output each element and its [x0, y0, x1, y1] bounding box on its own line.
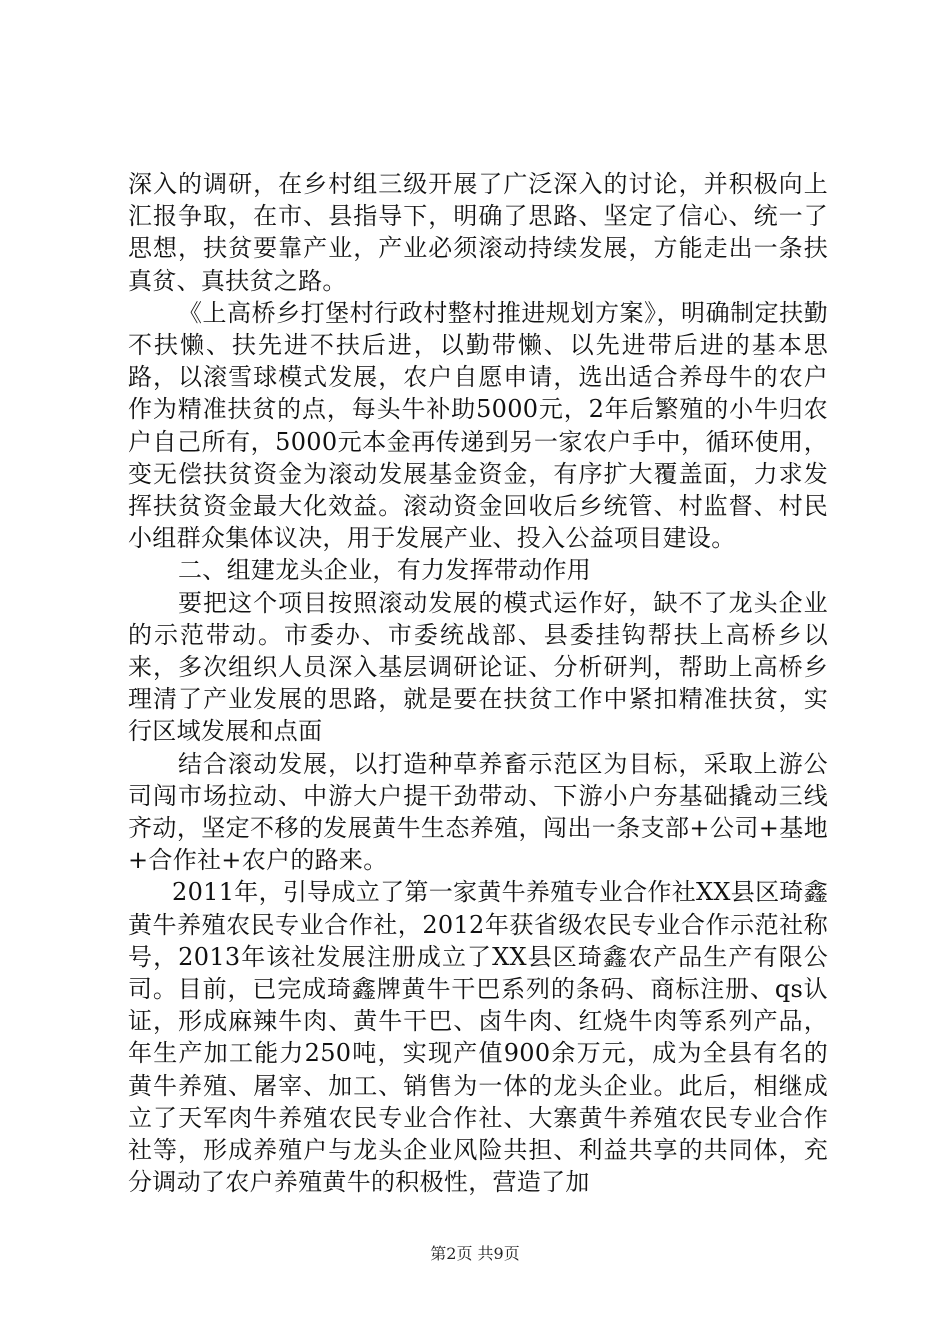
paragraph-cooperative-history: 2011年，引导成立了第一家黄牛养殖专业合作社XX县区琦鑫黄牛养殖农民专业合作社，2012年获省级农民专业合作示范社称号，2013年该社发展注册成立了XX县区琦鑫农产品生产有限公司。目前，已完成琦鑫牌黄牛干巴系列的条码、商标注册、qs认证，形成麻辣牛肉、黄牛干巴、卤牛肉、红烧牛肉等系列产品，年生产加工能力250吨，实现产值900余万元，成为全县有名的黄牛养殖、屠宰、加工、销售为一体的龙头企业。此后，相继成立了天军肉牛养殖农民专业合作社、大寨黄牛养殖农民专业合作社等，形成养殖户与龙头企业风险共担、利益共享的共同体，充分调动了农户养殖黄牛的积极性，营造了加 — [128, 878, 828, 1197]
document-body — [128, 168, 828, 1199]
paragraph-leading-enterprise: 要把这个项目按照滚动发展的模式运作好，缺不了龙头企业的示范带动。市委办、市委统战部、县委挂钩帮扶上高桥乡以来，多次组织人员深入基层调研论证、分析研判，帮助上高桥乡理清了产业发展的思路，就是要在扶贫工作中紧扣精准扶贫，实行区域发展和点面 — [128, 588, 828, 746]
page-footer: 第2页 共9页 — [430, 1244, 520, 1263]
paragraph-research: 深入的调研，在乡村组三级开展了广泛深入的讨论，并积极向上汇报争取，在市、县指导下，明确了思路、坚定了信心、统一了思想，扶贫要靠产业，产业必须滚动持续发展，方能走出一条扶真贫、真扶贫之路。 — [128, 170, 828, 295]
paragraph-rolling-development: 结合滚动发展，以打造种草养畜示范区为目标，采取上游公司闯市场拉动、中游大户提干劲带动、下游小户夯基础撬动三线齐动，坚定不移的发展黄牛生态养殖，闯出一条支部+公司+基地+合作社+农户的路来。 — [128, 749, 828, 875]
paragraph-plan: 《上高桥乡打堡村行政村整村推进规划方案》，明确制定扶勤不扶懒、扶先进不扶后进，以勤带懒、以先进带后进的基本思路，以滚雪球模式发展，农户自愿申请，选出适合养母牛的农户作为精准扶贫的点，每头牛补助5000元，2年后繁殖的小牛归农户自己所有，5000元本金再传递到另一家农户手中，循环使用，变无偿扶贫资金为滚动发展基金资金，有序扩大覆盖面，力求发挥扶贫资金最大化效益。滚动资金回收后乡统管、村监督、村民小组群众集体议决，用于发展产业、投入公益项目建设。 — [128, 298, 828, 553]
section-heading-2: 二、组建龙头企业，有力发挥带动作用 — [178, 556, 592, 585]
